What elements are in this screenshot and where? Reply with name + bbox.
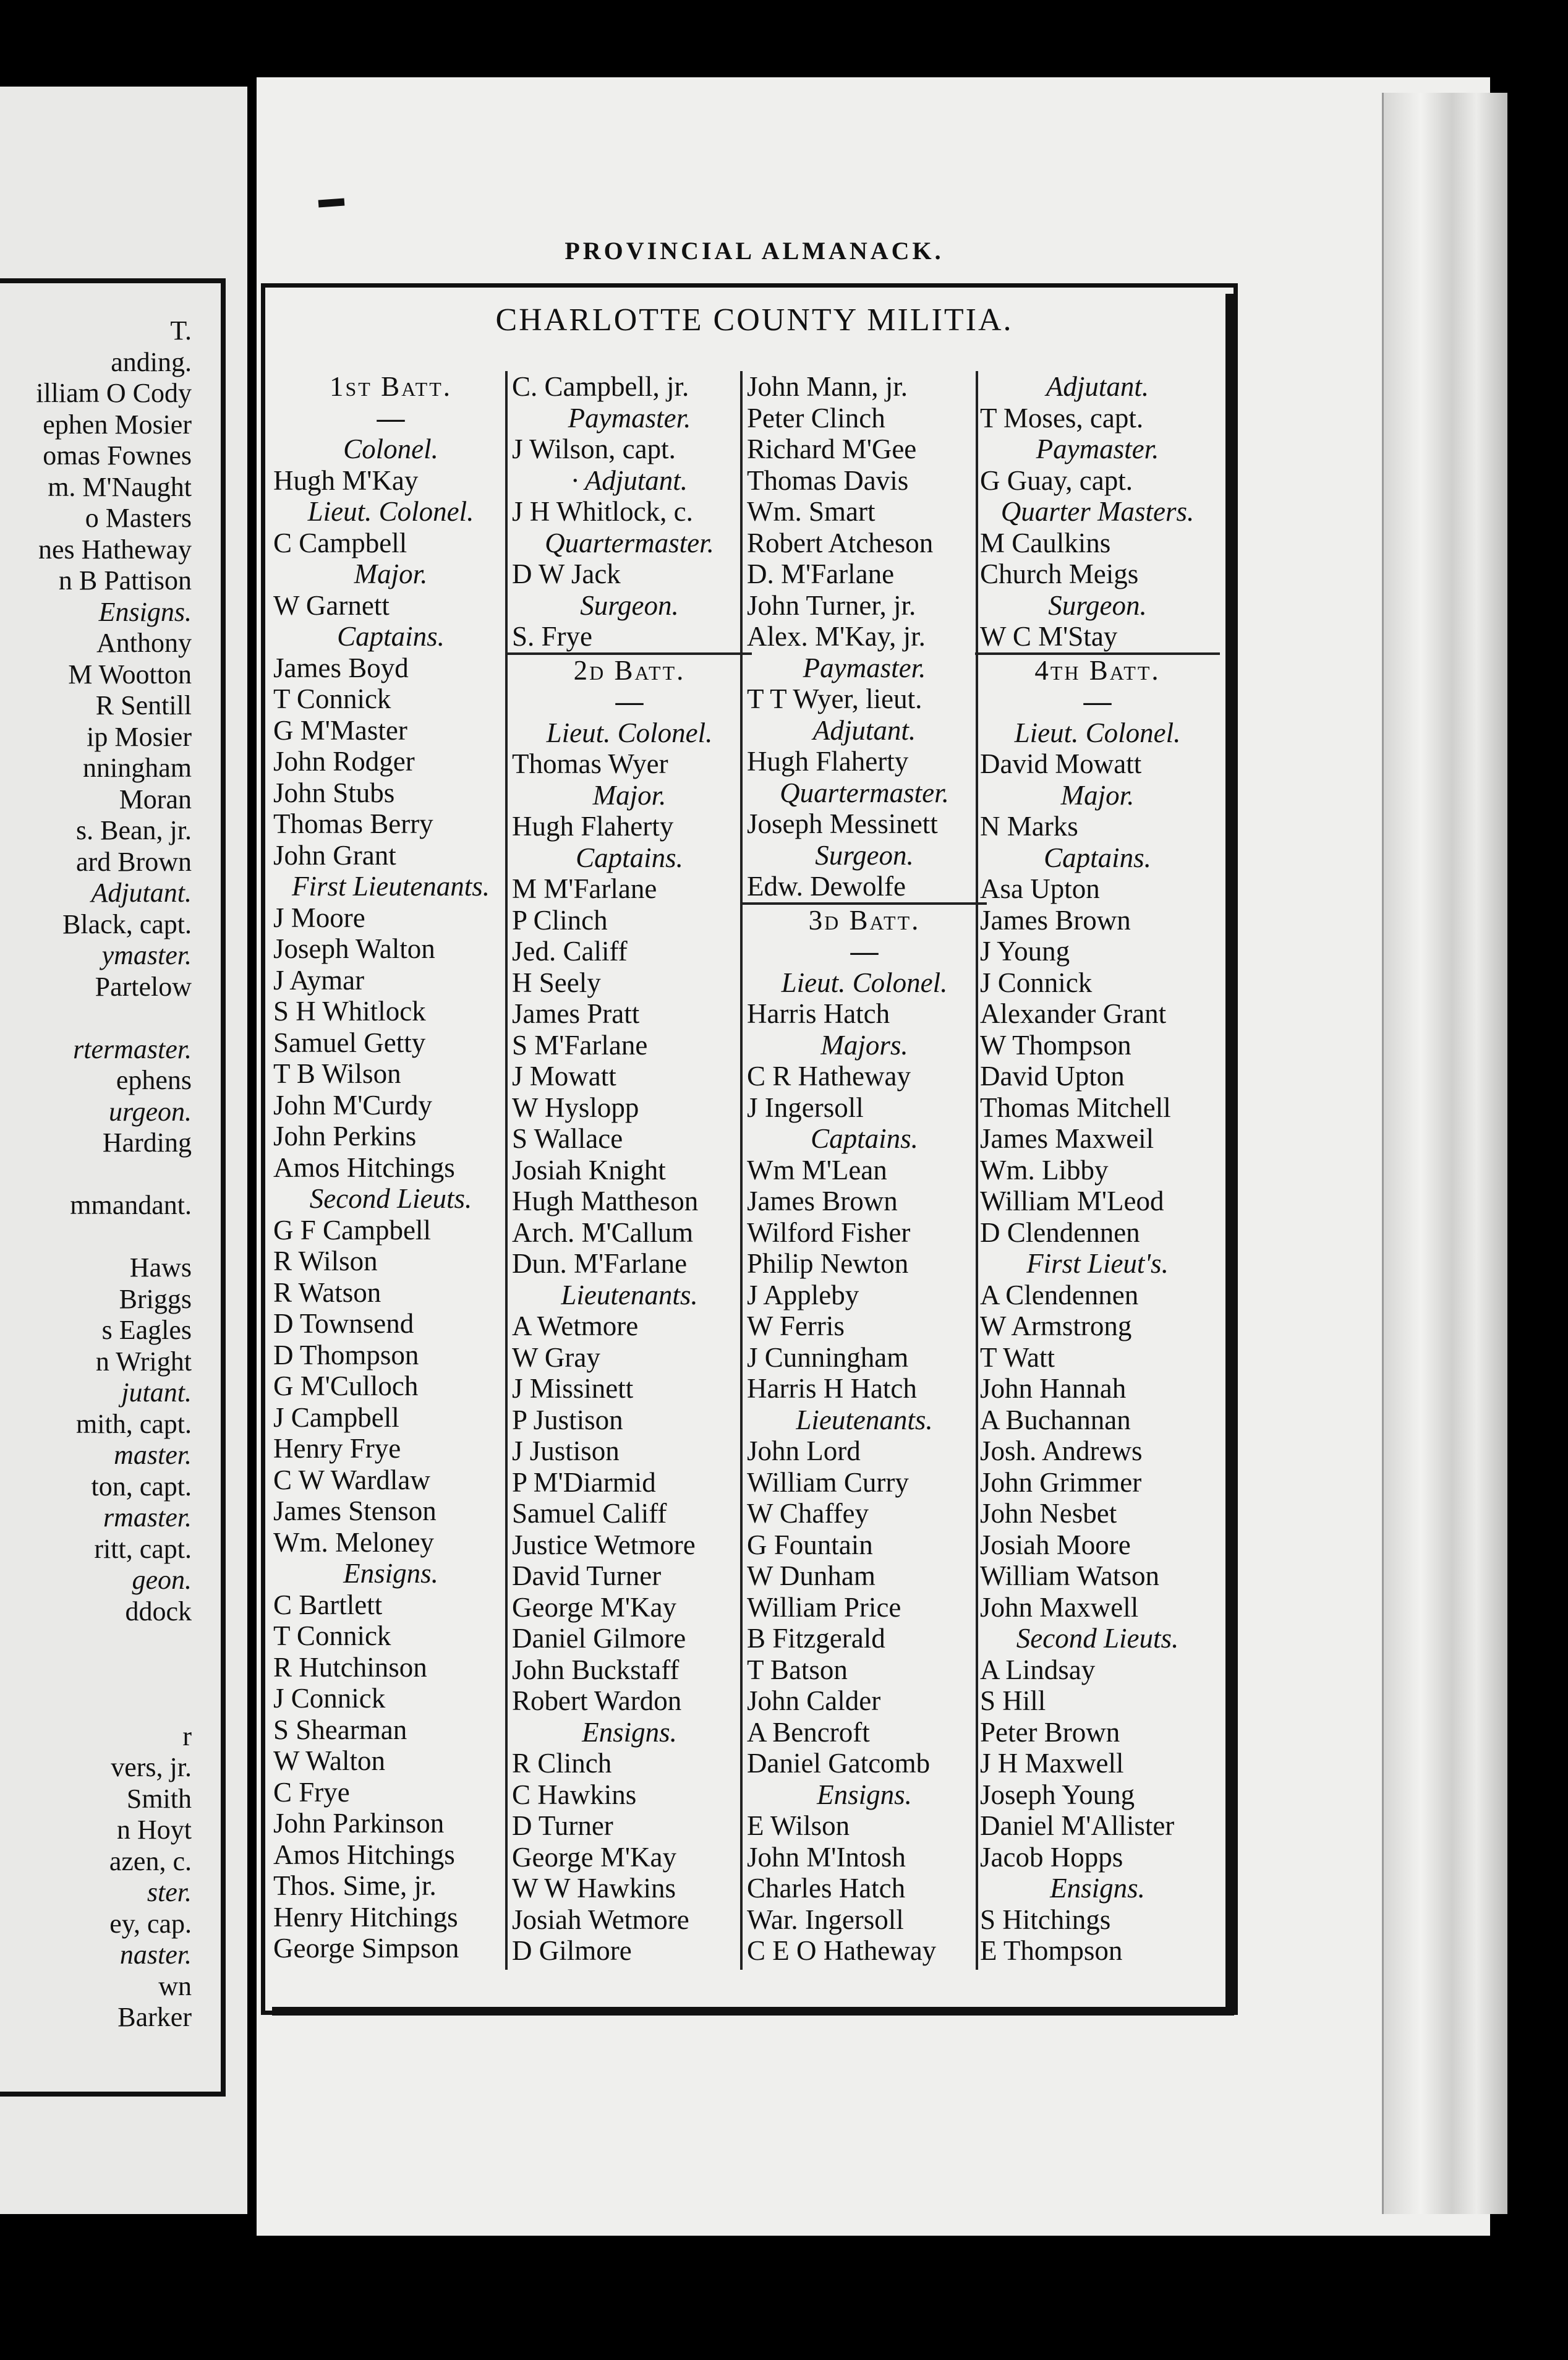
section-dash: — <box>615 686 644 717</box>
previous-page-line: M Wootton <box>68 659 192 690</box>
battalion-heading: 3d Batt. <box>808 904 921 936</box>
officer-name: N Marks <box>980 811 1078 842</box>
officer-name: Thomas Berry <box>273 808 433 839</box>
officer-name: Peter Clinch <box>747 402 885 434</box>
officer-name: William Curry <box>747 1466 909 1498</box>
officer-name: James Pratt <box>512 998 640 1029</box>
officer-name: James Brown <box>980 904 1131 936</box>
militia-column-2 <box>512 371 747 1967</box>
officer-name: P Justison <box>512 1404 623 1435</box>
rank-heading: Lieut. Colonel. <box>546 717 713 748</box>
previous-page-line: ip Mosier <box>87 721 192 752</box>
officer-name: R Clinch <box>512 1748 612 1779</box>
section-dash: — <box>377 402 405 434</box>
previous-page-line: Barker <box>117 2002 192 2032</box>
officer-name: S Wallace <box>512 1123 623 1154</box>
previous-page-line <box>0 1690 223 1721</box>
battalion-heading: 2d Batt. <box>573 654 686 686</box>
officer-name: Thomas Davis <box>747 464 909 496</box>
officer-name: C Hawkins <box>512 1779 637 1810</box>
rank-heading: Lieutenants. <box>561 1279 698 1310</box>
officer-name: T Connick <box>273 1620 391 1651</box>
officer-name: W Garnett <box>273 589 390 621</box>
rank-heading: Colonel. <box>343 434 438 464</box>
officer-name: Thomas Mitchell <box>980 1092 1171 1123</box>
officer-name: B Fitzgerald <box>747 1623 885 1654</box>
officer-name: George M'Kay <box>512 1841 676 1873</box>
previous-page-line: mmandant. <box>70 1190 192 1220</box>
previous-page-line: n Hoyt <box>117 1815 192 1845</box>
rank-heading: Surgeon. <box>1048 589 1147 621</box>
officer-name: J Missinett <box>512 1373 634 1404</box>
officer-name: John Nesbet <box>980 1498 1117 1529</box>
rank-heading: Ensigns. <box>343 1558 438 1589</box>
previous-page-line: n Wright <box>95 1346 192 1377</box>
officer-name: War. Ingersoll <box>747 1904 904 1935</box>
officer-name: T B Wilson <box>273 1058 401 1089</box>
previous-page-line: Anthony <box>96 628 192 658</box>
frame-shadow-right <box>1225 294 1234 2014</box>
previous-page-line: s Eagles <box>101 1315 192 1345</box>
officer-name: P M'Diarmid <box>512 1466 656 1498</box>
rank-heading: Paymaster. <box>803 652 926 683</box>
previous-page-line <box>0 1659 223 1690</box>
officer-name: S Hitchings <box>980 1904 1111 1935</box>
officer-name: D Townsend <box>273 1308 414 1339</box>
previous-page <box>0 87 247 2214</box>
previous-page-line: n B Pattison <box>58 565 192 596</box>
officer-name: G M'Master <box>273 714 407 746</box>
previous-page-line: Haws <box>129 1252 192 1283</box>
officer-name: D Turner <box>512 1810 613 1841</box>
previous-page-line: nes Hatheway <box>38 534 192 565</box>
officer-name: J H Whitlock, c. <box>512 496 693 527</box>
officer-name: T Connick <box>273 683 391 714</box>
officer-name: S. Frye <box>512 621 593 652</box>
officer-name: George Simpson <box>273 1933 459 1964</box>
officer-name: Josh. Andrews <box>980 1435 1143 1466</box>
previous-page-line: Adjutant. <box>91 878 192 908</box>
officer-name: David Upton <box>980 1061 1125 1092</box>
officer-name: W Armstrong <box>980 1310 1132 1341</box>
officer-name: James Stenson <box>273 1495 437 1526</box>
previous-page-line: wn <box>158 1970 192 2001</box>
rank-heading: Adjutant. <box>1046 371 1149 402</box>
officer-name: John M'Intosh <box>747 1841 906 1873</box>
officer-name: J Connick <box>980 967 1093 998</box>
previous-page-line: ton, capt. <box>91 1471 192 1502</box>
officer-name: A Clendennen <box>980 1279 1139 1310</box>
section-dash: — <box>1083 686 1112 717</box>
officer-name: John Stubs <box>273 777 395 808</box>
officer-name: Asa Upton <box>980 873 1100 904</box>
rank-heading: Paymaster. <box>568 402 691 434</box>
officer-name: W Dunham <box>747 1560 876 1591</box>
previous-page-line: rmaster. <box>103 1502 192 1533</box>
officer-name: Daniel Gatcomb <box>747 1748 931 1779</box>
officer-name: Richard M'Gee <box>747 434 917 464</box>
previous-page-line: master. <box>114 1440 192 1470</box>
table-title: CHARLOTTE COUNTY MILITIA. <box>495 302 1013 338</box>
officer-name: J Appleby <box>747 1279 859 1310</box>
officer-name: Arch. M'Callum <box>512 1216 694 1248</box>
previous-page-line: ritt, capt. <box>94 1533 192 1564</box>
previous-page-line: ard Brown <box>76 846 192 877</box>
officer-name: Wm. Libby <box>980 1154 1109 1186</box>
page-edges <box>1382 93 1507 2214</box>
officer-name: W Chaffey <box>747 1498 869 1529</box>
previous-page-line: anding. <box>111 346 192 377</box>
officer-name: Hugh Flaherty <box>747 746 909 777</box>
officer-name: R Hutchinson <box>273 1651 427 1683</box>
officer-name: John Grimmer <box>980 1466 1142 1498</box>
officer-name: G M'Culloch <box>273 1370 419 1401</box>
previous-page-line: rtermaster. <box>73 1033 192 1064</box>
officer-name: Harris H Hatch <box>747 1373 917 1404</box>
rank-heading: Quartermaster. <box>545 527 714 558</box>
officer-name: Jed. Califf <box>512 936 628 967</box>
previous-page-line: Black, capt. <box>62 909 192 939</box>
previous-page-line: Harding <box>102 1127 192 1158</box>
officer-name: C Frye <box>273 1776 350 1808</box>
officer-name: W Gray <box>512 1341 600 1373</box>
officer-name: Wm. Smart <box>747 496 876 527</box>
officer-name: James Boyd <box>273 652 409 683</box>
officer-name: W Ferris <box>747 1310 845 1341</box>
rank-heading: Second Lieuts. <box>1016 1623 1179 1654</box>
officer-name: John Perkins <box>273 1121 417 1152</box>
officer-name: Justice Wetmore <box>512 1529 696 1560</box>
officer-name: J Young <box>980 936 1070 967</box>
officer-name: W Walton <box>273 1745 385 1776</box>
rank-heading: Surgeon. <box>580 589 679 621</box>
officer-name: A Wetmore <box>512 1310 639 1341</box>
previous-page-line: ymaster. <box>101 940 192 970</box>
officer-name: Thos. Sime, jr. <box>273 1870 437 1901</box>
officer-name: R Watson <box>273 1276 381 1308</box>
officer-name: Jacob Hopps <box>980 1841 1123 1873</box>
officer-name: Daniel Gilmore <box>512 1623 686 1654</box>
officer-name: John Rodger <box>273 746 415 777</box>
officer-name: J Ingersoll <box>747 1092 864 1123</box>
officer-name: Dun. M'Farlane <box>512 1248 688 1279</box>
officer-name: T T Wyer, lieut. <box>747 683 922 714</box>
previous-page-line: ephen Mosier <box>43 409 192 440</box>
officer-name: G F Campbell <box>273 1214 431 1246</box>
officer-name: C E O Hatheway <box>747 1935 937 1966</box>
officer-name: G Fountain <box>747 1529 873 1560</box>
officer-name: William Price <box>747 1591 901 1623</box>
rank-heading: Quarter Masters. <box>1000 496 1195 527</box>
rank-heading: Second Lieuts. <box>309 1183 472 1214</box>
officer-name: Edw. Dewolfe <box>747 871 906 902</box>
militia-column-3 <box>747 371 982 1967</box>
officer-name: William Watson <box>980 1560 1159 1591</box>
officer-name: S Shearman <box>273 1714 407 1745</box>
previous-page-line: Partelow <box>95 971 192 1002</box>
section-dash: — <box>850 936 879 967</box>
officer-name: Hugh Flaherty <box>512 811 674 842</box>
previous-page-line: Ensigns. <box>98 596 192 627</box>
officer-name: David Mowatt <box>980 748 1142 779</box>
officer-name: E Wilson <box>747 1810 850 1841</box>
previous-page-line: mith, capt. <box>76 1408 192 1439</box>
officer-name: John Mann, jr. <box>747 371 908 402</box>
officer-name: John Buckstaff <box>512 1654 680 1685</box>
officer-name: C R Hatheway <box>747 1061 911 1092</box>
rank-heading: Captains. <box>1044 842 1151 873</box>
officer-name: John Turner, jr. <box>747 589 916 621</box>
officer-name: Robert Wardon <box>512 1685 682 1716</box>
officer-name: S M'Farlane <box>512 1029 648 1061</box>
militia-column-4 <box>980 371 1215 1967</box>
previous-page-line: ey, cap. <box>109 1908 192 1939</box>
officer-name: Josiah Wetmore <box>512 1904 689 1935</box>
officer-name: W Thompson <box>980 1029 1131 1061</box>
officer-name: G Guay, capt. <box>980 464 1133 496</box>
officer-name: T Moses, capt. <box>980 402 1144 434</box>
officer-name: J Cunningham <box>747 1341 909 1373</box>
previous-page-line: m. M'Naught <box>48 471 192 502</box>
officer-name: Harris Hatch <box>747 998 890 1029</box>
officer-name: M Caulkins <box>980 527 1111 558</box>
rank-heading: Lieut. Colonel. <box>1014 717 1181 748</box>
officer-name: W W Hawkins <box>512 1873 676 1904</box>
officer-name: Alex. M'Kay, jr. <box>747 621 926 652</box>
rank-heading: First Lieutenants. <box>291 871 490 902</box>
officer-name: Samuel Califf <box>512 1498 667 1529</box>
officer-name: Hugh Mattheson <box>512 1186 699 1216</box>
rank-heading: Adjutant. <box>812 714 916 746</box>
previous-page-line: ster. <box>147 1877 192 1907</box>
officer-name: Charles Hatch <box>747 1873 906 1904</box>
officer-name: Henry Frye <box>273 1433 401 1464</box>
officer-name: John Parkinson <box>273 1808 445 1839</box>
officer-name: Wm M'Lean <box>747 1154 887 1186</box>
rank-heading: Majors. <box>820 1029 908 1061</box>
officer-name: Wilford Fisher <box>747 1216 911 1248</box>
officer-name: C Bartlett <box>273 1589 383 1620</box>
officer-name: E Thompson <box>980 1935 1123 1966</box>
rank-heading: Captains. <box>576 842 683 873</box>
rank-heading: Lieutenants. <box>796 1404 933 1435</box>
rank-heading: Captains. <box>811 1123 918 1154</box>
rank-heading: Captains. <box>337 621 445 652</box>
previous-page-line: o Masters <box>85 503 192 533</box>
officer-name: Josiah Moore <box>980 1529 1131 1560</box>
officer-name: J Campbell <box>273 1401 399 1433</box>
rank-heading: · Adjutant. <box>571 464 688 496</box>
previous-page-line: urgeon. <box>108 1096 192 1127</box>
officer-name: Philip Newton <box>747 1248 909 1279</box>
officer-name: Daniel M'Allister <box>980 1810 1175 1841</box>
rank-heading: Paymaster. <box>1036 434 1159 464</box>
officer-name: A Buchannan <box>980 1404 1131 1435</box>
officer-name: J Moore <box>273 902 365 933</box>
previous-page-line: Smith <box>126 1783 192 1814</box>
officer-name: William M'Leod <box>980 1186 1164 1216</box>
officer-name: J Aymar <box>273 964 365 996</box>
previous-page-line <box>0 1627 223 1659</box>
officer-name: David Turner <box>512 1560 662 1591</box>
officer-name: J Mowatt <box>512 1061 616 1092</box>
officer-name: W C M'Stay <box>980 621 1118 652</box>
officer-name: Henry Hitchings <box>273 1901 458 1933</box>
previous-page-line: R Sentill <box>95 690 192 720</box>
officer-name: D Thompson <box>273 1339 419 1370</box>
officer-name: John Lord <box>747 1435 861 1466</box>
previous-page-line: ephens <box>116 1065 192 1095</box>
rank-heading: Major. <box>1060 779 1135 811</box>
officer-name: T Watt <box>980 1341 1055 1373</box>
previous-page-line <box>0 1221 223 1253</box>
previous-page-line: ddock <box>125 1596 192 1627</box>
previous-page-line: jutant. <box>121 1377 192 1408</box>
officer-name: C. Campbell, jr. <box>512 371 689 402</box>
previous-page-line: azen, c. <box>109 1845 192 1876</box>
officer-name: Josiah Knight <box>512 1154 666 1186</box>
officer-name: Alexander Grant <box>980 998 1167 1029</box>
officer-name: W Hyslopp <box>512 1092 639 1123</box>
previous-page-line <box>0 1159 223 1191</box>
rank-heading: Ensigns. <box>817 1779 912 1810</box>
officer-name: John Grant <box>273 839 396 871</box>
previous-page-line: s. Bean, jr. <box>76 815 192 845</box>
officer-name: Joseph Young <box>980 1779 1135 1810</box>
previous-page-line: vers, jr. <box>111 1752 192 1782</box>
officer-name: T Batson <box>747 1654 848 1685</box>
militia-column-1 <box>273 371 508 1964</box>
officer-name: C Campbell <box>273 527 407 558</box>
officer-name: D Gilmore <box>512 1935 632 1966</box>
previous-page-text <box>0 315 223 2033</box>
rank-heading: Ensigns. <box>1050 1873 1145 1904</box>
officer-name: John Maxwell <box>980 1591 1139 1623</box>
battalion-heading: 4th Batt. <box>1034 654 1161 686</box>
rank-heading: Ensigns. <box>582 1716 677 1748</box>
officer-name: James Maxweil <box>980 1123 1154 1154</box>
officer-name: P Clinch <box>512 904 608 936</box>
previous-page-line <box>0 1003 223 1034</box>
rank-heading: Quartermaster. <box>780 777 949 808</box>
running-header: PROVINCIAL ALMANACK. <box>565 237 944 265</box>
officer-name: Joseph Messinett <box>747 808 938 839</box>
rank-heading: Major. <box>354 558 428 589</box>
previous-page-line: naster. <box>119 1939 192 1970</box>
previous-page-line: r <box>182 1721 192 1751</box>
previous-page-line: omas Fownes <box>43 440 192 471</box>
officer-name: Joseph Walton <box>273 933 435 964</box>
officer-name: D. M'Farlane <box>747 558 895 589</box>
previous-page-line: nningham <box>83 753 192 783</box>
officer-name: M M'Farlane <box>512 873 657 904</box>
officer-name: John Hannah <box>980 1373 1127 1404</box>
officer-name: H Seely <box>512 967 601 998</box>
officer-name: Robert Atcheson <box>747 527 934 558</box>
previous-page-line: illiam O Cody <box>36 378 192 408</box>
officer-name: J Justison <box>512 1435 620 1466</box>
frame-shadow-bottom <box>272 2007 1234 2016</box>
officer-name: D W Jack <box>512 558 621 589</box>
previous-page-line: T. <box>170 315 192 346</box>
officer-name: Hugh M'Kay <box>273 464 419 496</box>
rank-heading: First Lieut's. <box>1026 1248 1169 1279</box>
officer-name: J H Maxwell <box>980 1748 1124 1779</box>
officer-name: J Wilson, capt. <box>512 434 676 464</box>
officer-name: Thomas Wyer <box>512 748 668 779</box>
officer-name: S Hill <box>980 1685 1046 1716</box>
rank-heading: Lieut. Colonel. <box>781 967 948 998</box>
officer-name: R Wilson <box>273 1246 378 1276</box>
officer-name: James Brown <box>747 1186 898 1216</box>
rank-heading: Surgeon. <box>815 839 914 871</box>
officer-name: Church Meigs <box>980 558 1139 589</box>
officer-name: Peter Brown <box>980 1716 1120 1748</box>
officer-name: A Bencroft <box>747 1716 870 1748</box>
officer-name: John Calder <box>747 1685 881 1716</box>
officer-name: George M'Kay <box>512 1591 676 1623</box>
officer-name: C W Wardlaw <box>273 1464 430 1495</box>
battalion-heading: 1st Batt. <box>329 371 452 402</box>
officer-name: D Clendennen <box>980 1216 1140 1248</box>
officer-name: S H Whitlock <box>273 996 426 1027</box>
previous-page-line: geon. <box>132 1565 192 1595</box>
previous-page-line: Briggs <box>119 1283 192 1314</box>
rank-heading: Lieut. Colonel. <box>307 496 474 527</box>
officer-name: Amos Hitchings <box>273 1839 455 1870</box>
officer-name: A Lindsay <box>980 1654 1096 1685</box>
officer-name: Amos Hitchings <box>273 1152 455 1183</box>
officer-name: John M'Curdy <box>273 1089 432 1121</box>
officer-name: Samuel Getty <box>273 1027 426 1058</box>
officer-name: Wm. Meloney <box>273 1526 434 1558</box>
officer-name: J Connick <box>273 1683 386 1714</box>
rank-heading: Major. <box>592 779 667 811</box>
previous-page-line: Moran <box>119 784 192 814</box>
